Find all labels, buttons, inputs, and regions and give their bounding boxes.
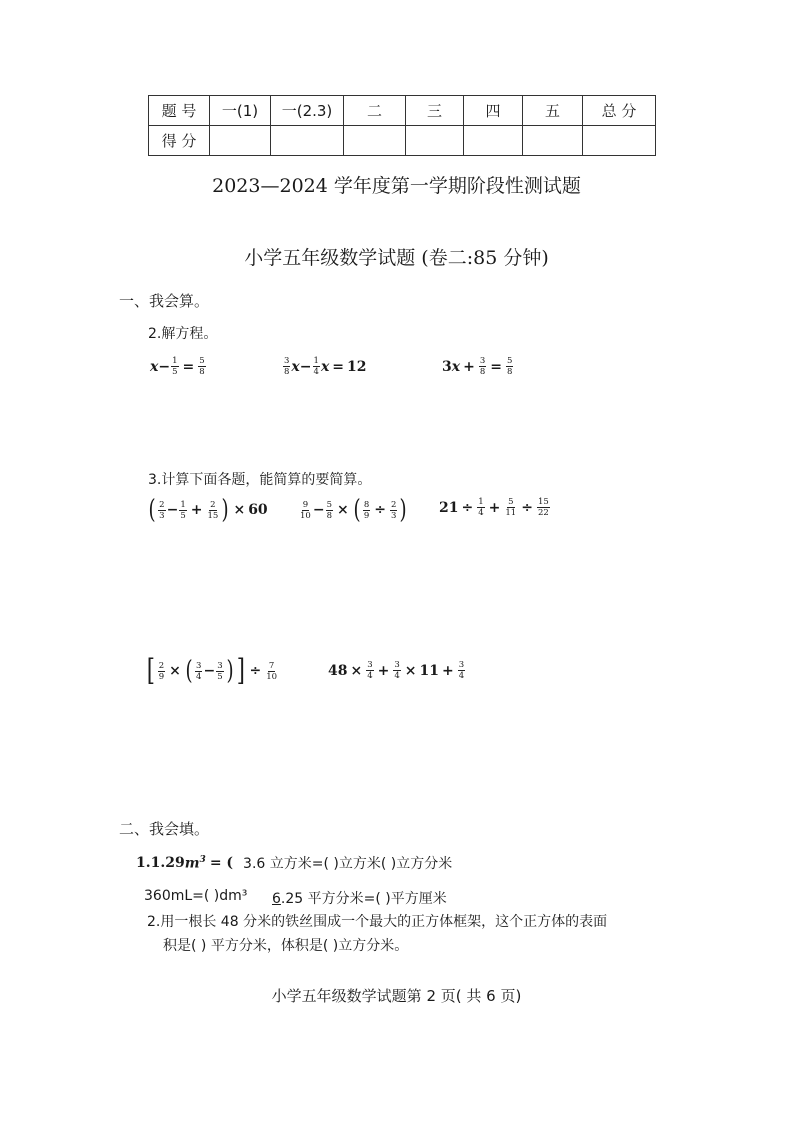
- question-2-label: 2.解方程。: [148, 326, 218, 342]
- fill-q1-rest: 3.6 立方米=( )立方米( )立方分米: [243, 856, 453, 872]
- expression-4: [ $\frac{2}{9}$ × ( $\frac{3}{4}$ − $\frac{3}{5}$ ) ] ÷ $\frac{7}{10}$: [146, 653, 278, 688]
- equation-2: $\frac{3}{8}$ x − $\frac{1}{4}$ x = 12: [284, 356, 367, 377]
- page-title: 2023—2024 学年度第一学期阶段性测试题: [212, 175, 581, 197]
- m-cubed-symbol: $m^3$: [184, 854, 206, 872]
- fill-question-1-line2b: [272, 888, 447, 908]
- score-header-cell: 一(1): [210, 96, 271, 126]
- score-cell[interactable]: [344, 126, 406, 156]
- score-header-cell: 一(2.3): [271, 96, 344, 126]
- score-header-cell: 总 分: [583, 96, 656, 126]
- score-cell[interactable]: [271, 126, 344, 156]
- fill-question-2-line2: 积是( ) 平方分米，体积是( )立方分米。: [163, 938, 409, 954]
- fill-question-1-line1: [136, 853, 452, 873]
- score-row-label: 得 分: [149, 126, 210, 156]
- expression-3: 21 ÷ $\frac{1}{4}$ + $\frac{5}{11}$ ÷ $\frac{15}{22}$: [439, 497, 549, 518]
- expression-1: ( $\frac{2}{3}$ − $\frac{1}{5}$ + $\frac{2}{15}$ ) × 60: [148, 495, 268, 525]
- page-footer: 小学五年级数学试题第 2 页( 共 6 页): [271, 987, 522, 1005]
- equation-3: 3 x + $\frac{3}{8}$ = $\frac{5}{8}$: [442, 356, 513, 377]
- score-header-cell: 四: [464, 96, 523, 126]
- equation-1: x − $\frac{1}{5}$ = $\frac{5}{8}$: [150, 356, 205, 377]
- score-header-cell: 三: [406, 96, 464, 126]
- score-table-header-row: [149, 96, 656, 126]
- score-header-cell: 二: [344, 96, 406, 126]
- question-3-label: 3.计算下面各题，能简算的要简算。: [148, 472, 372, 488]
- score-cell[interactable]: [523, 126, 583, 156]
- score-cell[interactable]: [210, 126, 271, 156]
- underlined-digit: 6: [272, 891, 281, 907]
- section2-heading: 二、我会填。: [119, 820, 210, 838]
- page-subtitle: 小学五年级数学试题 (卷二:85 分钟): [244, 247, 549, 269]
- score-header-cell: 题 号: [149, 96, 210, 126]
- fill-q1-prefix: 1.1.29: [136, 855, 185, 871]
- score-cell[interactable]: [464, 126, 523, 156]
- section1-heading: 一、我会算。: [119, 292, 210, 310]
- score-table-score-row: [149, 126, 656, 156]
- equals-paren: = (: [209, 855, 234, 871]
- score-cell[interactable]: [583, 126, 656, 156]
- fill-question-2-line1: 2.用一根长 48 分米的铁丝围成一个最大的正方体框架，这个正方体的表面: [147, 914, 608, 930]
- score-header-cell: 五: [523, 96, 583, 126]
- score-cell[interactable]: [406, 126, 464, 156]
- score-table: [148, 95, 656, 156]
- fill-q1-line2b-text: .25 平方分米=( )平方厘米: [280, 891, 447, 907]
- expression-2: $\frac{9}{10}$ − $\frac{5}{8}$ × ( $\frac{8}{9}$ ÷ $\frac{2}{3}$ ): [300, 495, 408, 525]
- expression-5: 48 × $\frac{3}{4}$ + $\frac{3}{4}$ × 11 + $\frac{3}{4}$: [328, 660, 465, 681]
- fill-question-1-line2a: 360mL=( )dm³: [144, 888, 248, 904]
